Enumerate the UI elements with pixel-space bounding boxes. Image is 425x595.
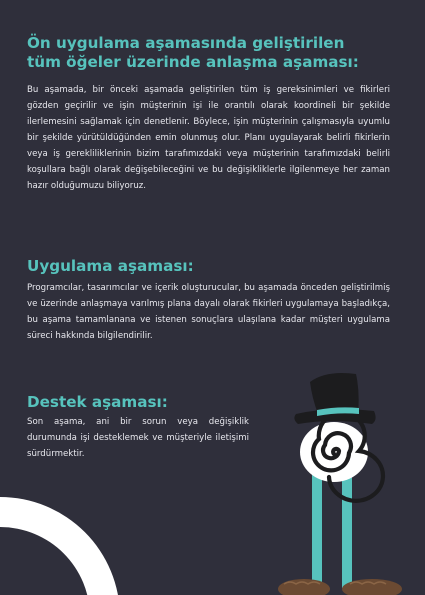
top-hat-icon [294,373,375,424]
shoes-icon [278,579,402,595]
section-body-implementation: Programcılar, tasarımcılar ve içerik oluşturucular, bu aşamada önceden geliştirilmiş ve üzerinde anlaşmaya varılmış plana dayalı olarak fikirleri uygulamaya başladıkça, bu aşama tamamlanana ve istenen sonuçlara ulaşılana kadar müşteri uygulama süreci hakkında bilgilendirilir. [27,283,390,341]
section-heading-implementation: Uygulama aşaması: [27,257,194,275]
section-body-support: Son aşama, ani bir sorun veya değişiklik durumunda işi desteklemek ve müşteriyle iletişimi sürdürmektir. [27,417,249,459]
left-leg [312,468,322,588]
right-leg [342,472,352,588]
section-body-agreement: Bu aşamada, bir önceki aşamada geliştirilen tüm iş gereksinimleri ve fikirleri gözden geçirilir ve işin müşterinin işi ile orantılı olarak koordineli bir şekilde ilerlemesini sağlamak için denetlenir. Böylece, işin müşterinin çalışmasıyla uyumlu bir şekilde yürütüldüğünden emin olunmuş olur. Planı uygulayarak belirli fikirlerin veya iş gerekliliklerinin bizim tarafımızdaki veya müşterinin tarafımızdaki belirli koşullara bağlı olarak değişebileceğini ve bu değişikliklerle ilgilenmeye her zaman hazır olduğumuzu biliyoruz. [27,85,390,191]
section-heading-agreement: Ön uygulama aşamasında geliştirilen tüm öğeler üzerinde anlaşma aşaması: [27,34,359,71]
section-heading-support: Destek aşaması: [27,393,168,411]
